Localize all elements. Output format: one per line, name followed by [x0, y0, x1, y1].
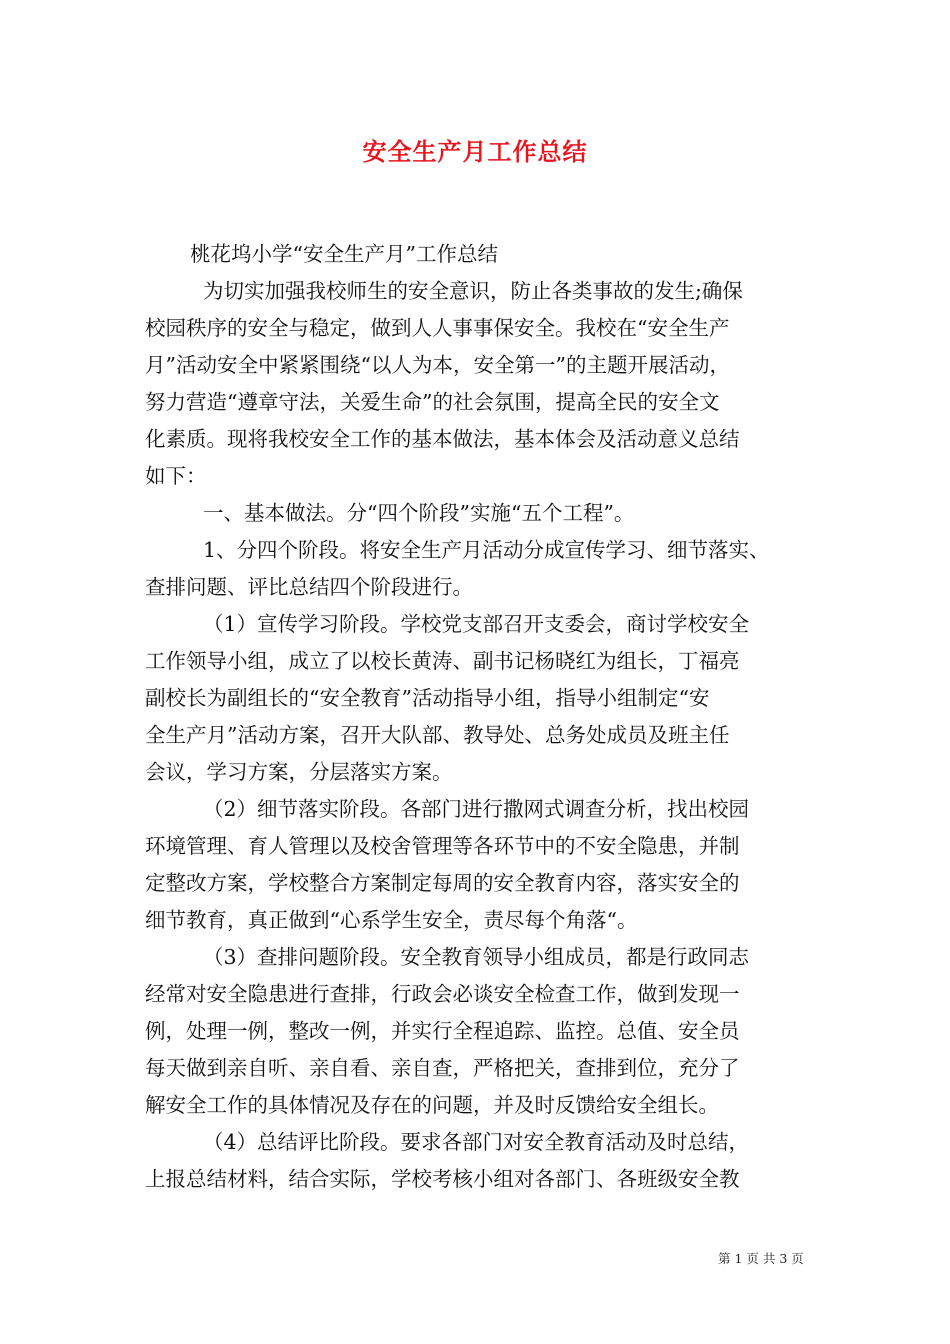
text-line: 会议，学习方案，分层落实方案。: [145, 760, 453, 784]
text-line: 全生产月”活动方案，召开大队部、教导处、总务处成员及班主任: [145, 723, 730, 747]
text-line: 例，处理一例，整改一例，并实行全程追踪、监控。总值、安全员: [145, 1019, 740, 1043]
document-body: [145, 236, 815, 1198]
paragraph: [145, 236, 815, 273]
text-line: 如下：: [145, 464, 207, 488]
text-line: 校园秩序的安全与稳定，做到人人事事保安全。我校在“安全生产: [145, 316, 730, 340]
text-line: （2）细节落实阶段。各部门进行撒网式调查分析，找出校园: [203, 797, 750, 821]
paragraph: [145, 791, 815, 939]
text-line: （4）总结评比阶段。要求各部门对安全教育活动及时总结，: [203, 1130, 750, 1154]
text-line: 桃花坞小学“安全生产月”工作总结: [190, 242, 498, 266]
paragraph: [145, 532, 815, 606]
paragraph: [145, 495, 815, 532]
text-line: 副校长为副组长的“安全教育”活动指导小组，指导小组制定“安: [145, 686, 710, 710]
text-line: 努力营造“遵章守法，关爱生命”的社会氛围，提高全民的安全文: [145, 390, 720, 414]
paragraph: [145, 606, 815, 791]
paragraph: [145, 1124, 815, 1198]
text-line: （3）查排问题阶段。安全教育领导小组成员，都是行政同志: [203, 945, 750, 969]
text-line: 定整改方案，学校整合方案制定每周的安全教育内容，落实安全的: [145, 871, 740, 895]
text-line: 工作领导小组，成立了以校长黄涛、副书记杨晓红为组长，丁福亮: [145, 649, 740, 673]
text-line: 为切实加强我校师生的安全意识，防止各类事故的发生;确保: [203, 279, 743, 303]
text-line: 经常对安全隐患进行查排，行政会必谈安全检查工作，做到发现一: [145, 982, 740, 1006]
text-line: 环境管理、育人管理以及校舍管理等各环节中的不安全隐患，并制: [145, 834, 740, 858]
text-line: 一、基本做法。分“四个阶段”实施“五个工程”。: [203, 501, 635, 525]
text-line: 1、分四个阶段。将安全生产月活动分成宣传学习、细节落实、: [203, 538, 770, 562]
document-title: 安全生产月工作总结: [362, 137, 588, 166]
paragraph: [145, 939, 815, 1124]
page-number: 第 1 页 共 3 页: [718, 1251, 804, 1266]
text-line: 每天做到亲自听、亲自看、亲自查，严格把关，查排到位，充分了: [145, 1056, 740, 1080]
text-line: 细节教育，真正做到“心系学生安全，责尽每个角落“。: [145, 908, 638, 932]
text-line: 上报总结材料，结合实际，学校考核小组对各部门、各班级安全教: [145, 1167, 740, 1191]
text-line: 解安全工作的具体情况及存在的问题，并及时反馈给安全组长。: [145, 1093, 719, 1117]
paragraph: [145, 273, 815, 495]
text-line: 月”活动安全中紧紧围绕“以人为本，安全第一”的主题开展活动，: [145, 353, 730, 377]
text-line: 查排问题、评比总结四个阶段进行。: [145, 575, 473, 599]
text-line: （1）宣传学习阶段。学校党支部召开支委会，商讨学校安全: [203, 612, 750, 636]
text-line: 化素质。现将我校安全工作的基本做法，基本体会及活动意义总结: [145, 427, 740, 451]
